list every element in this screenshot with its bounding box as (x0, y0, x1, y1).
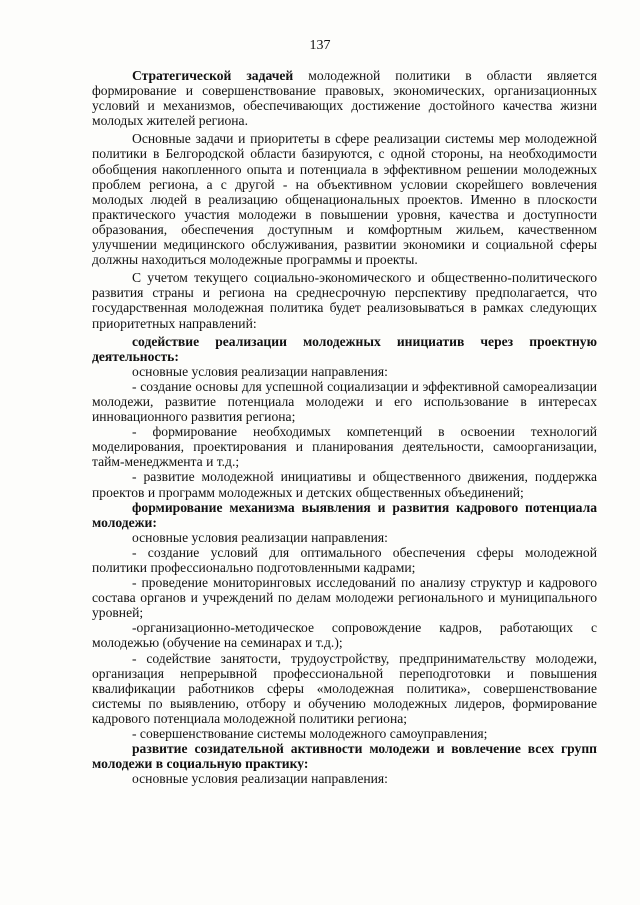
paragraph-main-tasks: Основные задачи и приоритеты в сфере реализации системы мер молодежной политики в Белгородской области базируются, с одной стороны, на необходимости обобщения накопленного опыта и потенциала в эффективном решении молодежных проблем региона, а с другой - на объективном условии скорейшего вовлечения молодых людей в реализацию общенациональных проектов. Именно в плоскости практического участия молодежи в повышении уровня, качества и доступности образования, обеспечения доступным и комфортным жильем, качественном улучшении медицинского обслуживания, развитии экономики и социальной сферы должны находиться молодежные программы и проекты. (92, 131, 597, 268)
paragraph-priorities: С учетом текущего социально-экономического и общественно-политического развития страны и региона на среднесрочную перспективу предполагается, что государственная молодежная политика будет реализовываться в рамках следующих приоритетных направлений: (92, 270, 597, 331)
heading-youth-initiatives: содействие реализации молодежных инициатив через проектную деятельность: (92, 333, 597, 364)
heading-creative-activity: развитие созидательной активности молодежи и вовлечение всех групп молодежи в социальную практику: (92, 741, 597, 772)
list-item-2-2: - проведение мониторинговых исследований по анализу структур и кадрового состава органов и учреждений по делам молодежи регионального и муниципального уровней; (92, 575, 597, 621)
document-body (92, 68, 597, 786)
list-item-1-3: - развитие молодежной инициативы и общественного движения, поддержка проектов и программ молодежных и детских общественных объединений; (92, 469, 597, 500)
list-item-2-5: - совершенствование системы молодежного самоуправления; (132, 726, 488, 742)
conditions-label-3: основные условия реализации направления: (132, 771, 388, 787)
strategic-goal-text: молодежной политики в области является формирование и совершенствование правовых, экономических, организационных условий и механизмов, обеспечивающих достижение достойного качества жизни молодых жителей региона. (92, 68, 597, 129)
list-item-1-1: - создание основы для успешной социализации и эффективной самореализации молодежи, развитие потенциала молодежи и его использование в интересах инновационного развития региона; (92, 378, 597, 425)
list-item-1-2: - формирование необходимых компетенций в освоении технологий моделирования, проектирования и планирования деятельности, самоорганизации, тайм-менеджмента и т.д.; (92, 424, 597, 470)
strategic-goal-bold: Стратегической задачей (132, 68, 294, 83)
list-item-2-3: -организационно-методическое сопровождение кадров, работающих с молодежью (обучение на семинарах и т.д.); (92, 620, 597, 651)
conditions-label-1: основные условия реализации направления: (132, 363, 388, 379)
list-item-2-1: - создание условий для оптимального обеспечения сферы молодежной политики профессионально подготовленными кадрами; (92, 544, 597, 575)
list-item-2-4: - содействие занятости, трудоустройству, предпринимательству молодежи, организация непрерывной профессиональной переподготовки и повышения квалификации работников сферы «молодежная политика», совершенствование системы по выявлению, отбору и обучению молодежных лидеров, формирование кадрового потенциала молодежной политики региона; (92, 650, 597, 726)
conditions-label-2: основные условия реализации направления: (132, 529, 388, 545)
paragraph-strategic-goal (92, 68, 597, 128)
heading-personnel-potential: формирование механизма выявления и развития кадрового потенциала молодежи: (92, 499, 597, 530)
page-number: 137 (309, 38, 331, 53)
